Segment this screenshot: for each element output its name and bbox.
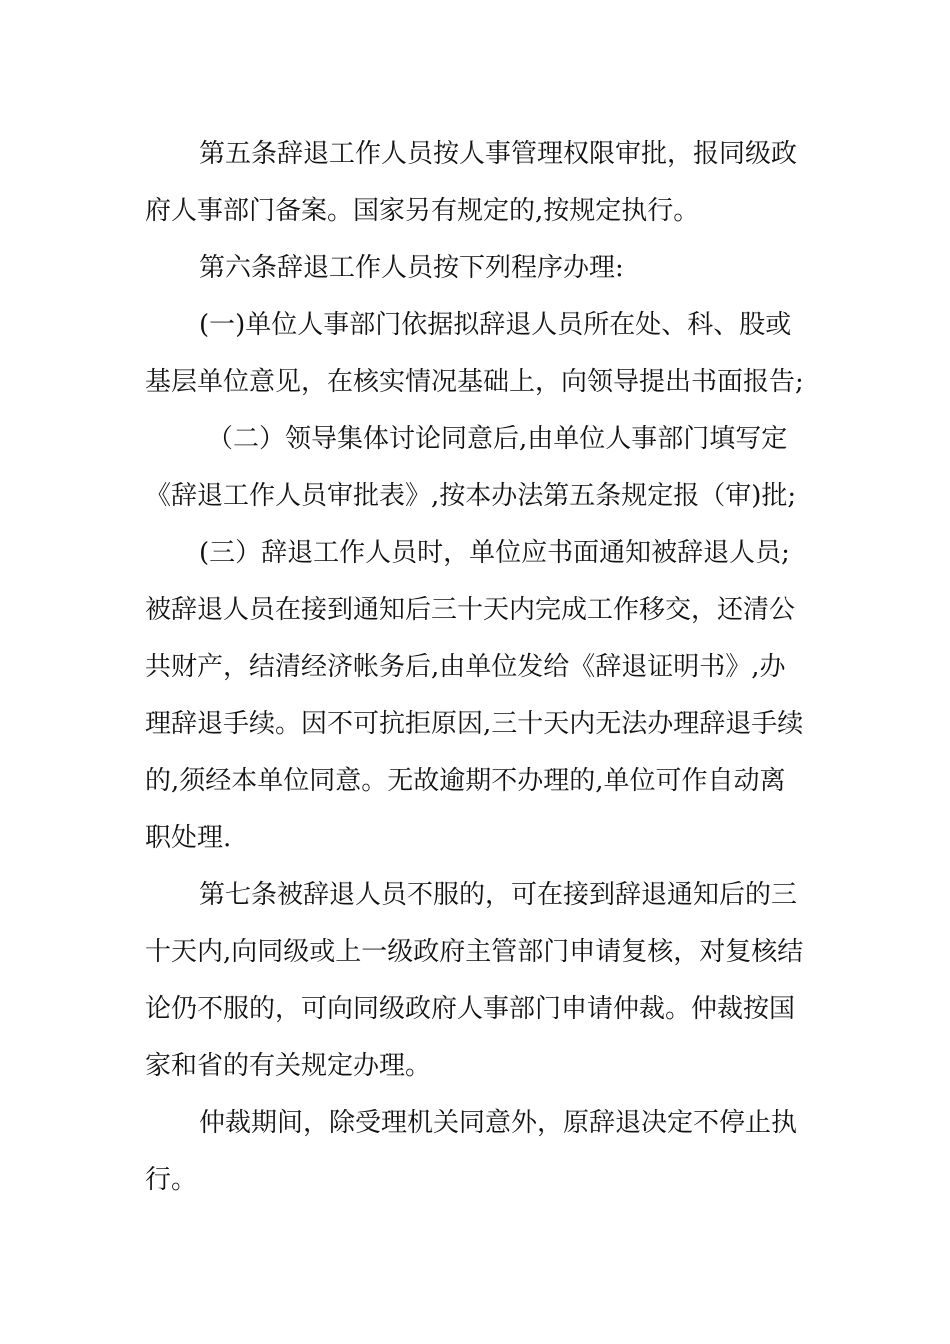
text-line: （二）领导集体讨论同意后,由单位人事部门填写定 [207, 424, 788, 454]
text-line: 共财产，结清经济帐务后,由单位发给《辞退证明书》,办 [145, 652, 786, 682]
text-line: 仲裁期间，除受理机关同意外，原辞退决定不停止执 [199, 1108, 798, 1138]
text-line: 第七条被辞退人员不服的，可在接到辞退通知后的三 [199, 880, 798, 910]
text-line: 的,须经本单位同意。无故逾期不办理的,单位可作自动离 [145, 766, 786, 796]
text-line: 家和省的有关规定办理。 [145, 1051, 432, 1081]
paragraph-article-5 [145, 126, 810, 240]
text-line: (一)单位人事部门依据拟辞退人员所在处、科、股或 [199, 310, 792, 340]
text-line: 被辞退人员在接到通知后三十天内完成工作移交，还清公 [145, 595, 796, 625]
text-line: 十天内,向同级或上一级政府主管部门申请复核，对复核结 [145, 937, 804, 967]
document-body [145, 126, 810, 1209]
text-line: 第六条辞退工作人员按下列程序办理: [199, 253, 624, 283]
paragraph-article-7 [145, 867, 810, 1095]
paragraph-item-1 [145, 297, 810, 411]
text-line: 职处理. [145, 823, 232, 853]
text-line: 第五条辞退工作人员按人事管理权限审批，报同级政 [199, 139, 798, 169]
text-line: 论仍不服的，可向同级政府人事部门申请仲裁。仲裁按国 [145, 994, 796, 1024]
paragraph-arbitration [145, 1095, 810, 1209]
text-line: 基层单位意见，在核实情况基础上，向领导提出书面报告; [145, 367, 804, 397]
text-line: 府人事部门备案。国家另有规定的,按规定执行。 [145, 196, 700, 226]
text-line: 《辞退工作人员审批表》,按本办法第五条规定报（审)批; [145, 481, 797, 511]
text-line: (三）辞退工作人员时，单位应书面通知被辞退人员; [199, 538, 790, 568]
paragraph-article-6 [145, 240, 810, 297]
paragraph-item-2 [145, 411, 810, 525]
text-line: 行。 [145, 1165, 198, 1195]
text-line: 理辞退手续。因不可抗拒原因,三十天内无法办理辞退手续 [145, 709, 804, 739]
paragraph-item-3 [145, 525, 810, 867]
